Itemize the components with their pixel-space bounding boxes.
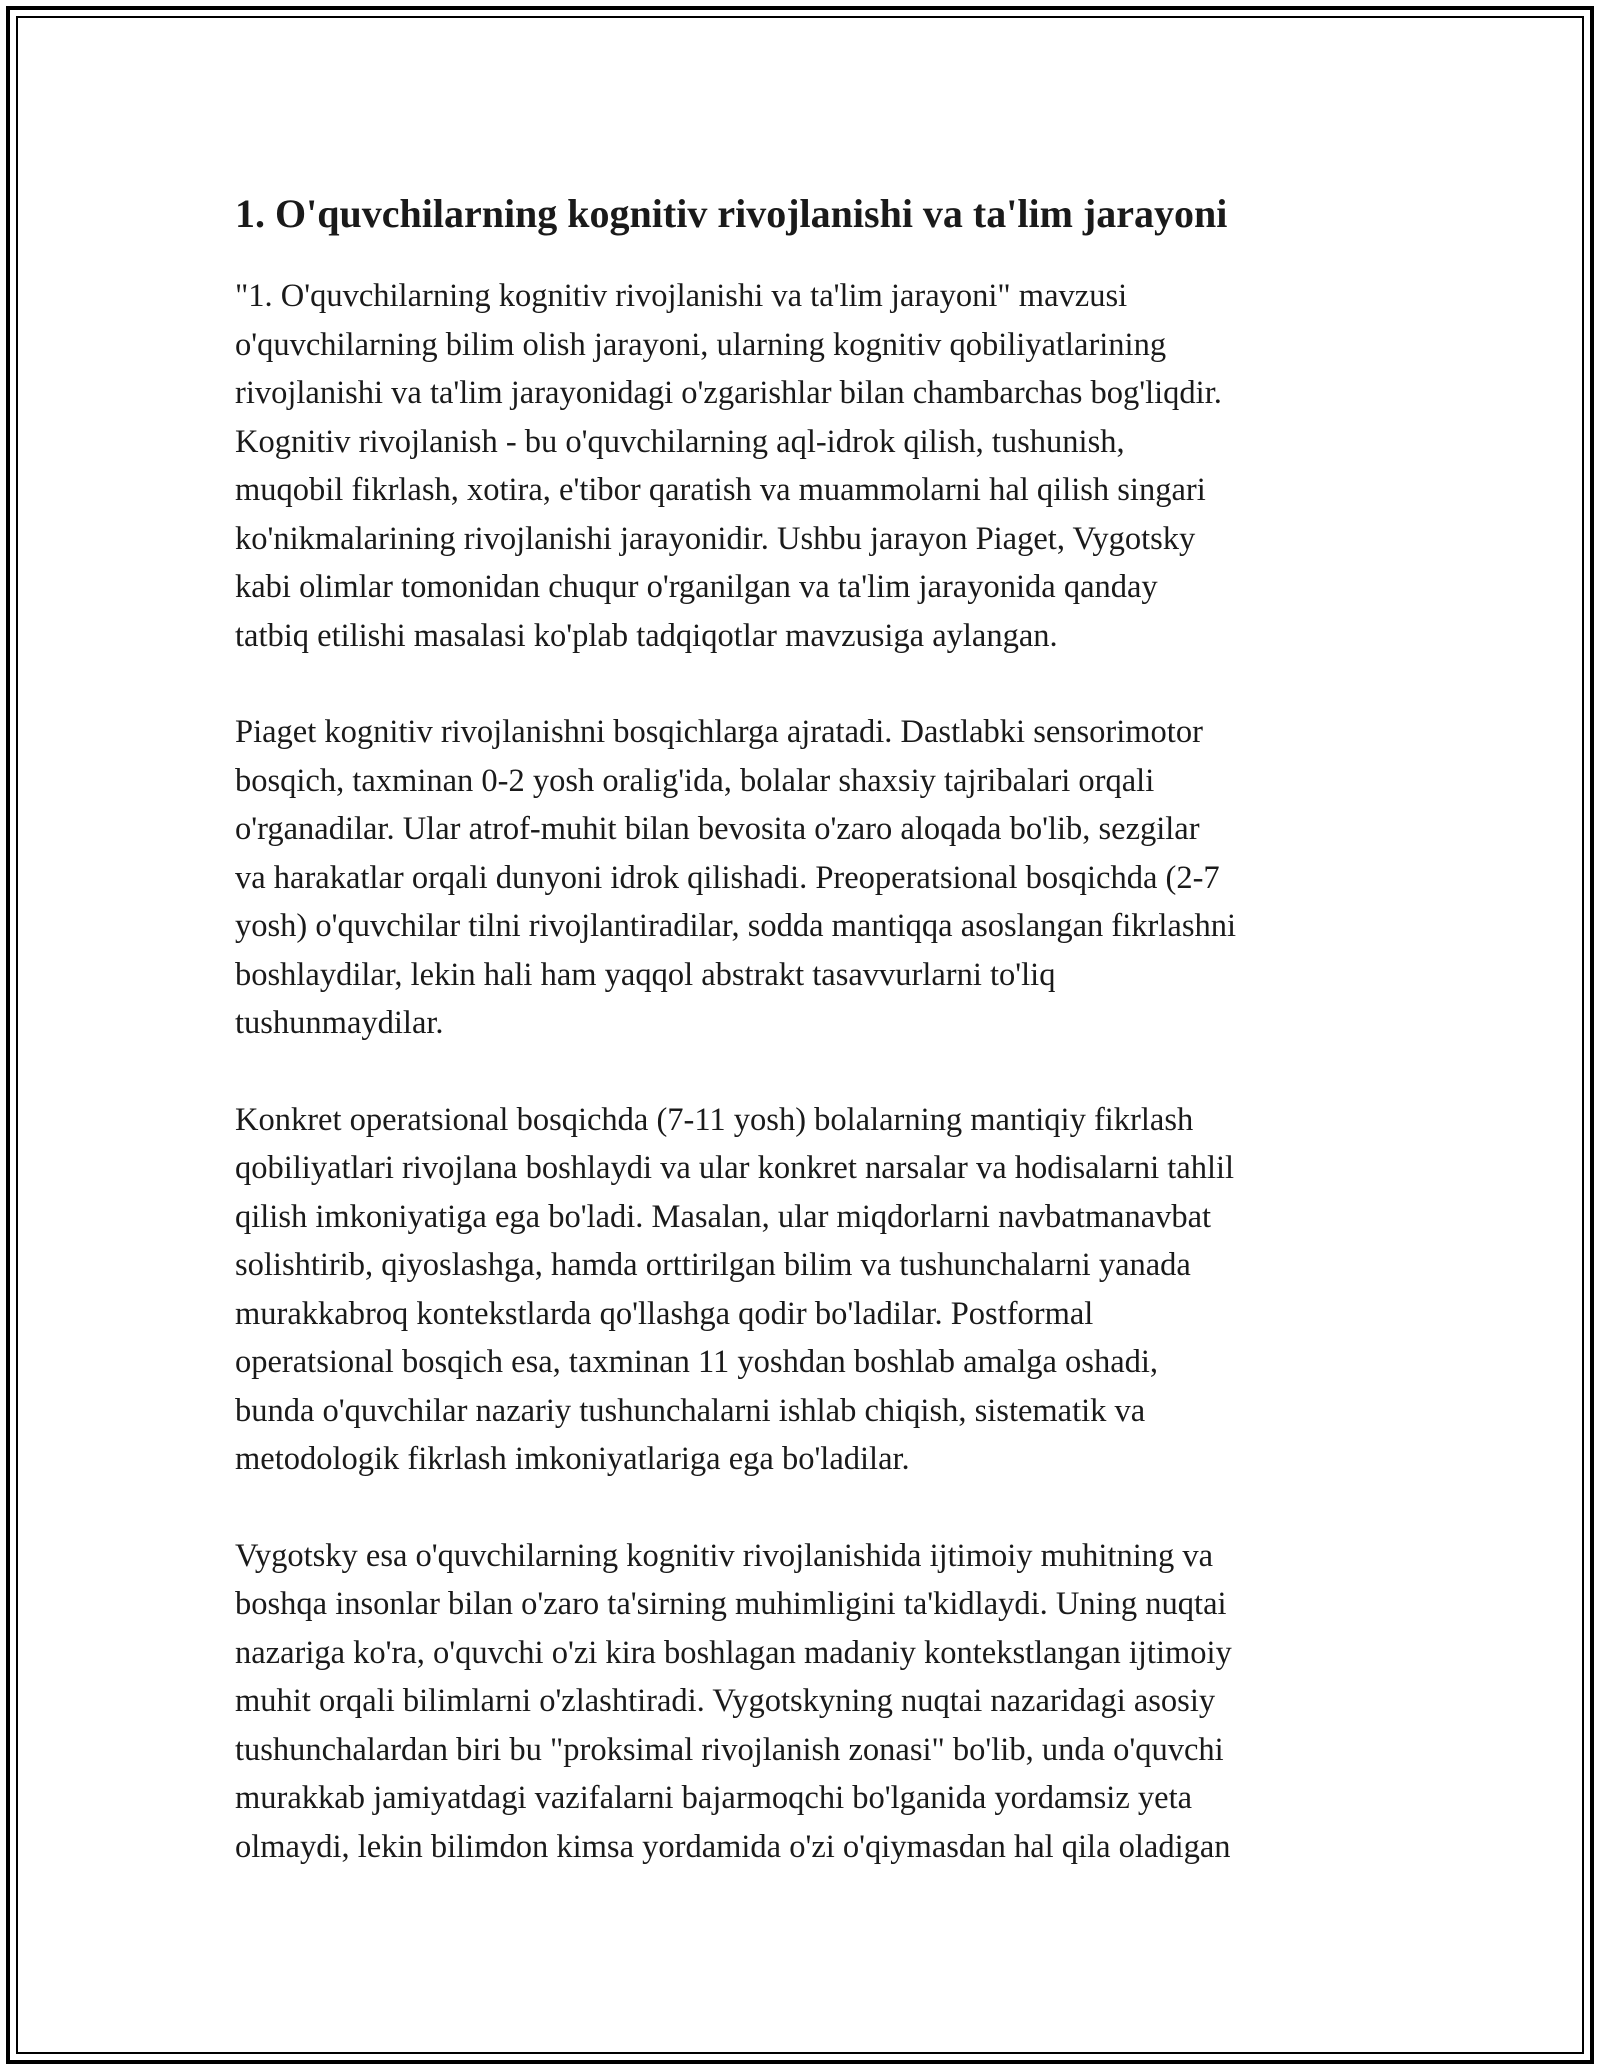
document-body: [235, 186, 1370, 1919]
paragraph-2: Piaget kognitiv rivojlanishni bosqichlarga ajratadi. Dastlabki sensorimotor bosqich, taxminan 0-2 yosh oralig'ida, bolalar shaxsiy tajribalari orqali o'rganadilar. Ular atrof-muhit bilan bevosita o'zaro aloqada bo'lib, sezgilar va harakatlar orqali dunyoni idrok qilishadi. Preoperatsional bosqichda (2-7 yosh) o'quvchilar tilni rivojlantiradilar, sodda mantiqqa asoslangan fikrlashni boshlaydilar, lekin hali ham yaqqol abstrakt tasavvurlarni to'liq tushunmaydilar.: [235, 714, 1236, 1041]
paragraph-3: Konkret operatsional bosqichda (7-11 yosh) bolalarning mantiqiy fikrlash qobiliyatlari rivojlana boshlaydi va ular konkret narsalar va hodisalarni tahlil qilish imkoniyatiga ega bo'ladi. Masalan, ular miqdorlarni navbatmanavbat solishtirib, qiyoslashga, hamda orttirilgan bilim va tushunchalarni yanada murakkabroq kontekstlarda qo'llashga qodir bo'ladilar. Postformal operatsional bosqich esa, taxminan 11 yoshdan boshlab amalga oshadi, bunda o'quvchilar nazariy tushunchalarni ishlab chiqish, sistematik va metodologik fikrlash imkoniyatlariga ega bo'ladilar.: [235, 1101, 1235, 1477]
paragraph-1: "1. O'quvchilarning kognitiv rivojlanishi va ta'lim jarayoni" mavzusi o'quvchilarning bilim olish jarayoni, ularning kognitiv qobiliyatlarining rivojlanishi va ta'lim jarayonidagi o'zgarishlar bilan chambarchas bog'liqdir. Kognitiv rivojlanish - bu o'quvchilarning aql-idrok qilish, tushunish, muqobil fikrlash, xotira, e'tibor qaratish va muammolarni hal qilish singari ko'nikmalarining rivojlanishi jarayonidir. Ushbu jarayon Piaget, Vygotsky kabi olimlar tomonidan chuqur o'rganilgan va ta'lim jarayonida qanday tatbiq etilishi masalasi ko'plab tadqiqotlar mavzusiga aylangan.: [235, 278, 1222, 654]
page-title: 1. O'quvchilarning kognitiv rivojlanishi va ta'lim jarayoni: [235, 191, 1228, 236]
paragraph-4: Vygotsky esa o'quvchilarning kognitiv rivojlanishida ijtimoiy muhitning va boshqa insonlar bilan o'zaro ta'sirning muhimligini ta'kidlaydi. Uning nuqtai nazariga ko'ra, o'quvchi o'zi kira boshlagan madaniy kontekstlangan ijtimoiy muhit orqali bilimlarni o'zlashtiradi. Vygotskyning nuqtai nazaridagi asosiy tushunchalardan biri bu "proksimal rivojlanish zonasi" bo'lib, unda o'quvchi murakkab jamiyatdagi vazifalarni bajarmoqchi bo'lganida yordamsiz yeta olmaydi, lekin bilimdon kimsa yordamida o'zi o'qiymasdan hal qila oladigan: [235, 1537, 1232, 1865]
